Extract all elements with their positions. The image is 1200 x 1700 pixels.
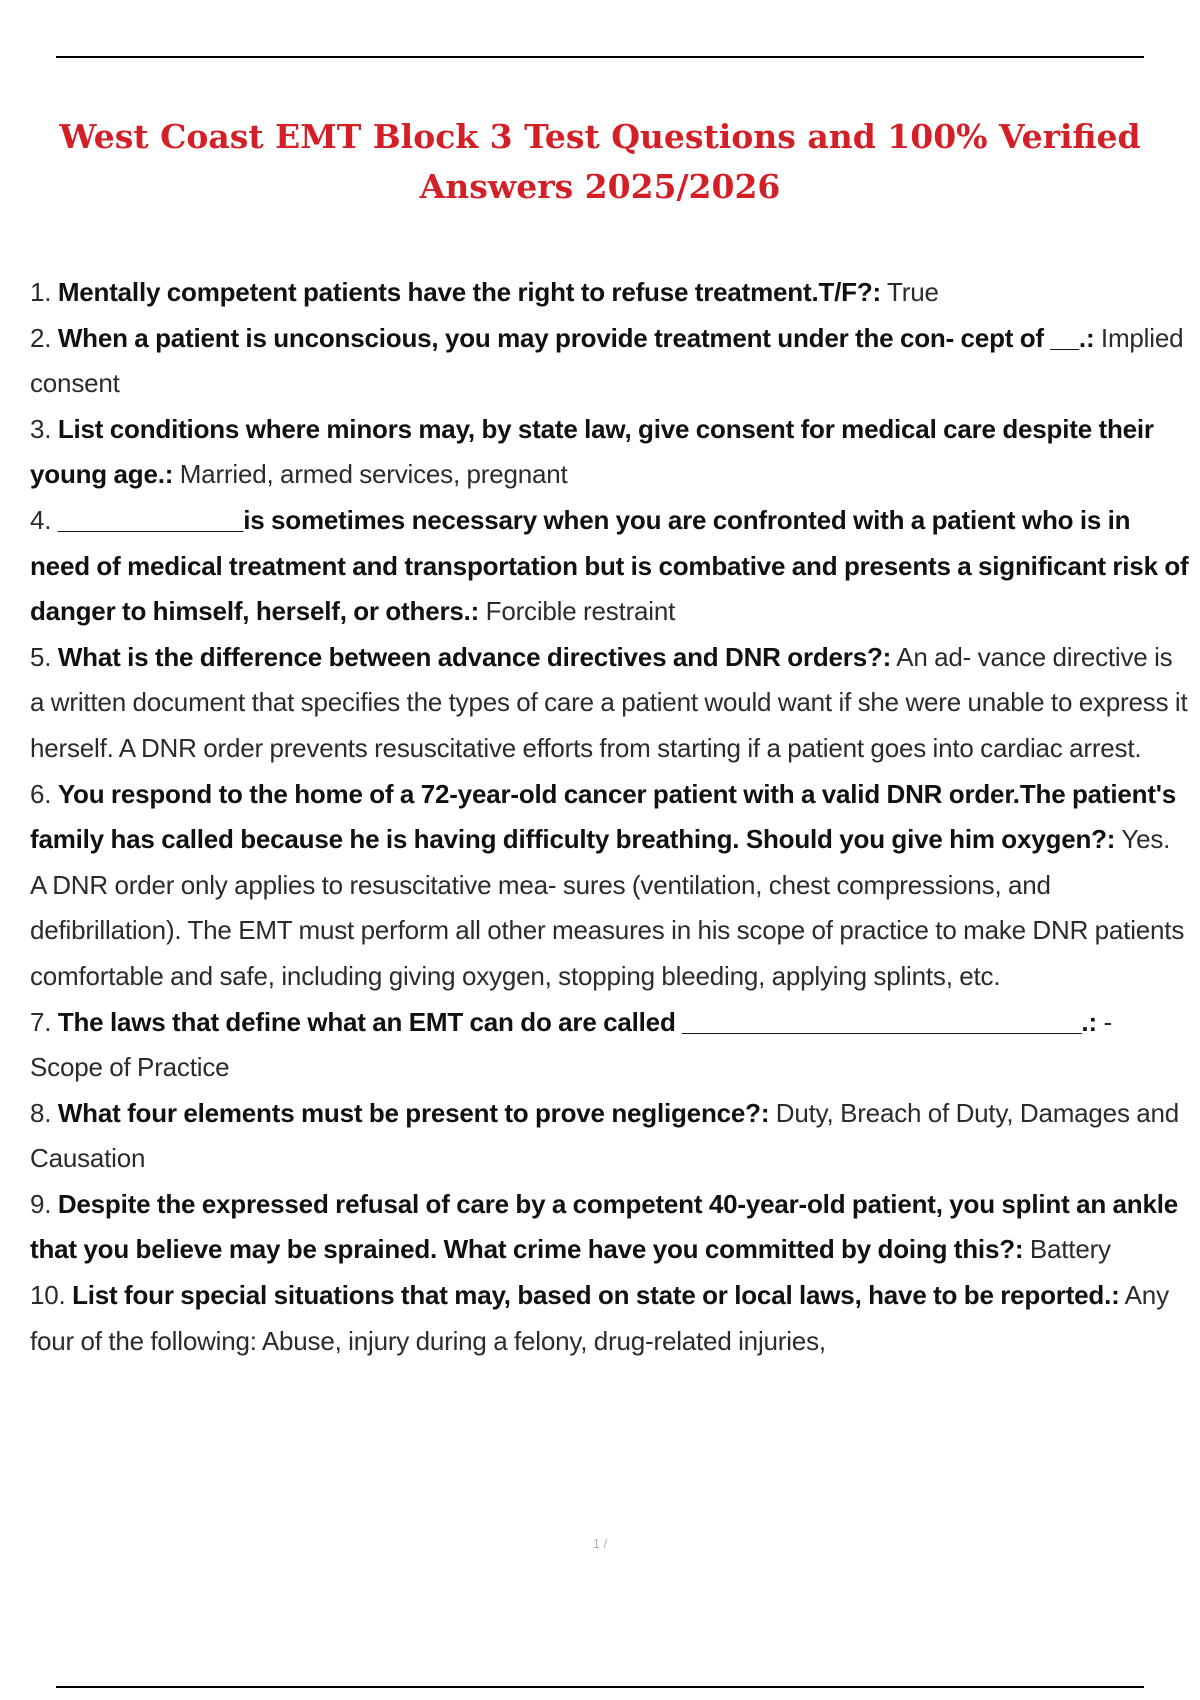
question-text: _____________is sometimes necessary when you are confronted with a patient who is in need of medical treatment and transportation but is combative and presents a significant risk of danger to himself, herself, or others.: bbox=[30, 504, 1189, 627]
question-text: What four elements must be present to prove negligence?: bbox=[57, 1097, 770, 1128]
answer-text: True bbox=[881, 277, 939, 307]
top-divider bbox=[56, 56, 1144, 58]
question-number: 8. bbox=[30, 1097, 58, 1128]
question-number: 5. bbox=[30, 641, 58, 672]
question-item bbox=[30, 498, 1190, 635]
answer-text: Forcible restraint bbox=[479, 596, 676, 627]
question-list bbox=[30, 270, 1190, 1364]
question-number: 1. bbox=[30, 277, 58, 307]
question-number: 4. bbox=[30, 504, 58, 535]
answer-text: Battery bbox=[1023, 1234, 1111, 1265]
question-item bbox=[30, 270, 1190, 316]
question-text: Despite the expressed refusal of care by a competent 40-year-old patient, you splint an ankle that you believe may be sprained. What crime have you committed by doing this?: bbox=[30, 1188, 1179, 1265]
question-number: 7. bbox=[30, 1006, 58, 1037]
answer-text: - Scope of Practice bbox=[30, 1006, 1112, 1083]
question-item bbox=[30, 407, 1190, 498]
question-item bbox=[30, 635, 1190, 772]
question-number: 6. bbox=[30, 778, 58, 809]
question-item bbox=[30, 772, 1190, 1000]
question-number: 2. bbox=[30, 322, 58, 353]
question-item bbox=[30, 1273, 1190, 1364]
question-text: List four special situations that may, based on state or local laws, have to be reported.: bbox=[72, 1280, 1120, 1311]
question-number: 3. bbox=[30, 413, 58, 444]
question-text: Mentally competent patients have the right to refuse treatment.T/F?: bbox=[57, 277, 881, 307]
question-item bbox=[30, 316, 1190, 407]
page-number: 1 / bbox=[592, 1536, 608, 1551]
question-text: The laws that define what an EMT can do are called ____________________________.: bbox=[57, 1006, 1097, 1037]
bottom-divider bbox=[56, 1686, 1144, 1688]
question-text: When a patient is unconscious, you may provide treatment under the con- cept of __.: bbox=[57, 322, 1095, 353]
question-number: 9. bbox=[30, 1188, 58, 1219]
document-title: West Coast EMT Block 3 Test Questions and 100% Verified Answers 2025/2026 bbox=[59, 117, 1141, 206]
question-item bbox=[30, 1000, 1190, 1091]
question-number: 10. bbox=[30, 1280, 73, 1311]
question-text: List conditions where minors may, by state law, give consent for medical care despite their young age.: bbox=[30, 413, 1154, 490]
question-item bbox=[30, 1182, 1190, 1273]
answer-text: Any four of the following: Abuse, injury during a felony, drug-related injuries, bbox=[30, 1280, 1169, 1356]
answer-text: An ad- vance directive is a written document that specifies the types of care a patient would want if she were unable to express it herself. A DNR order prevents resuscitative efforts from starting if a patient goes into cardiac arrest. bbox=[30, 641, 1188, 763]
question-item bbox=[30, 1091, 1190, 1182]
question-text: What is the difference between advance directives and DNR orders?: bbox=[57, 641, 892, 672]
answer-text: Yes. A DNR order only applies to resuscitative mea- sures (ventilation, chest compressions, and defibrillation). The EMT must perform all other measures in his scope of practice to make DNR patients comfortable and safe, including giving oxygen, stopping bleeding, applying splints, etc. bbox=[30, 824, 1185, 991]
answer-text: Married, armed services, pregnant bbox=[173, 459, 568, 490]
answer-text: Implied consent bbox=[30, 322, 1184, 399]
question-text: You respond to the home of a 72-year-old cancer patient with a valid DNR order.The patient's family has called because he is having difficulty breathing. Should you give him oxygen?: bbox=[30, 778, 1177, 855]
answer-text: Duty, Breach of Duty, Damages and Causation bbox=[30, 1097, 1180, 1174]
